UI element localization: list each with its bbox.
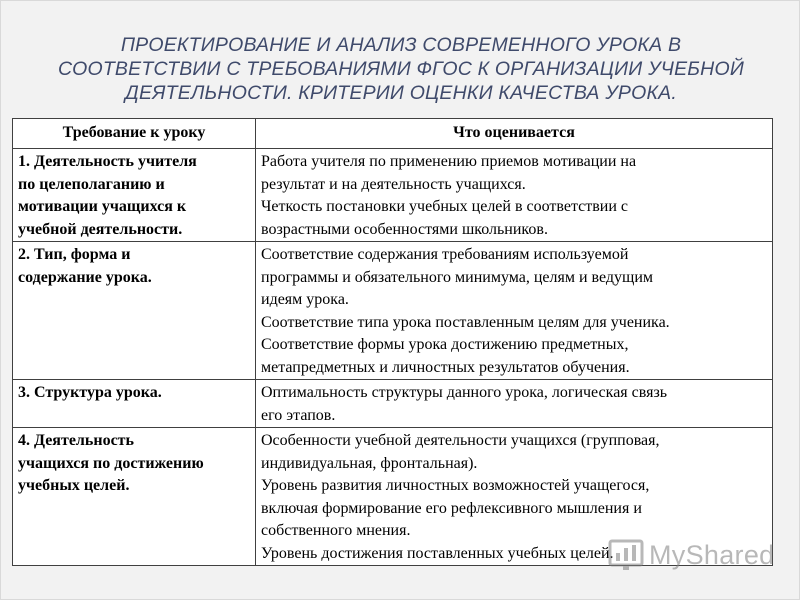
table-row	[13, 380, 773, 428]
cell-line: метапредметных и личностных результатов обучения.	[261, 358, 630, 376]
table-row	[13, 242, 773, 380]
cell-line: 1. Деятельность учителя	[18, 153, 197, 170]
cell-line: результат и на деятельность учащихся.	[261, 175, 526, 193]
cell-line: Особенности учебной деятельности учащихся (групповая,	[261, 432, 660, 449]
slide-title	[31, 33, 771, 105]
cell-line: мотивации учащихся к	[18, 198, 187, 215]
cell-line: учащихся по достижению	[18, 454, 204, 472]
requirement-cell	[13, 242, 256, 380]
cell-line: собственного мнения.	[261, 522, 411, 539]
header-evaluated: Что оценивается	[256, 119, 773, 149]
cell-line: Уровень развития личностных возможностей учащегося,	[261, 477, 650, 494]
evaluated-cell	[256, 242, 773, 380]
criteria-table	[12, 118, 773, 566]
cell-line: идеям урока.	[261, 291, 349, 308]
requirement-cell	[13, 428, 256, 566]
requirement-cell	[13, 149, 256, 242]
cell-line: Четкость постановки учебных целей в соответствии с	[261, 198, 629, 215]
table-row	[13, 149, 773, 242]
cell-line: Соответствие типа урока поставленным целям для ученика.	[261, 313, 670, 331]
cell-line: 4. Деятельность	[18, 432, 134, 449]
table-header-row	[13, 119, 773, 149]
cell-line: учебной деятельности.	[18, 220, 183, 238]
cell-line: Соответствие содержания требованиям используемой	[261, 246, 629, 263]
title-line-1: ПРОЕКТИРОВАНИЕ И АНАЛИЗ СОВРЕМЕННОГО УРОКА В	[120, 34, 682, 56]
cell-line: Соответствие формы урока достижению предметных,	[261, 336, 629, 353]
cell-line: Уровень достижения поставленных учебных целей.	[261, 544, 614, 562]
title-line-3: ДЕЯТЕЛЬНОСТИ. КРИТЕРИИ ОЦЕНКИ КАЧЕСТВА УРОКА.	[125, 82, 677, 104]
cell-line: Оптимальность структуры данного урока, логическая связь	[261, 384, 668, 401]
cell-line: содержание урока.	[18, 268, 152, 286]
watermark	[607, 537, 774, 573]
chart-icon	[607, 537, 645, 573]
evaluated-cell	[256, 149, 773, 242]
cell-line: возрастными особенностями школьников.	[261, 220, 548, 238]
header-requirement: Требование к уроку	[13, 119, 256, 149]
watermark-text: MyShared	[649, 539, 775, 570]
cell-line: индивидуальная, фронтальная).	[261, 454, 478, 472]
cell-line: включая формирование его рефлексивного мышления и	[261, 499, 642, 517]
cell-line: его этапов.	[261, 406, 336, 424]
cell-line: учебных целей.	[18, 477, 130, 494]
cell-line: Работа учителя по применению приемов мотивации на	[261, 153, 637, 170]
cell-line: 2. Тип, форма и	[18, 246, 131, 263]
cell-line: по целеполаганию и	[18, 175, 165, 193]
cell-line: 3. Структура урока.	[18, 384, 162, 401]
evaluated-cell	[256, 380, 773, 428]
title-line-2: СООТВЕТСТВИИ С ТРЕБОВАНИЯМИ ФГОС К ОРГАНИЗАЦИИ УЧЕБНОЙ	[58, 58, 744, 80]
cell-line: программы и обязательного минимума, целям и ведущим	[261, 268, 654, 286]
requirement-cell	[13, 380, 256, 428]
